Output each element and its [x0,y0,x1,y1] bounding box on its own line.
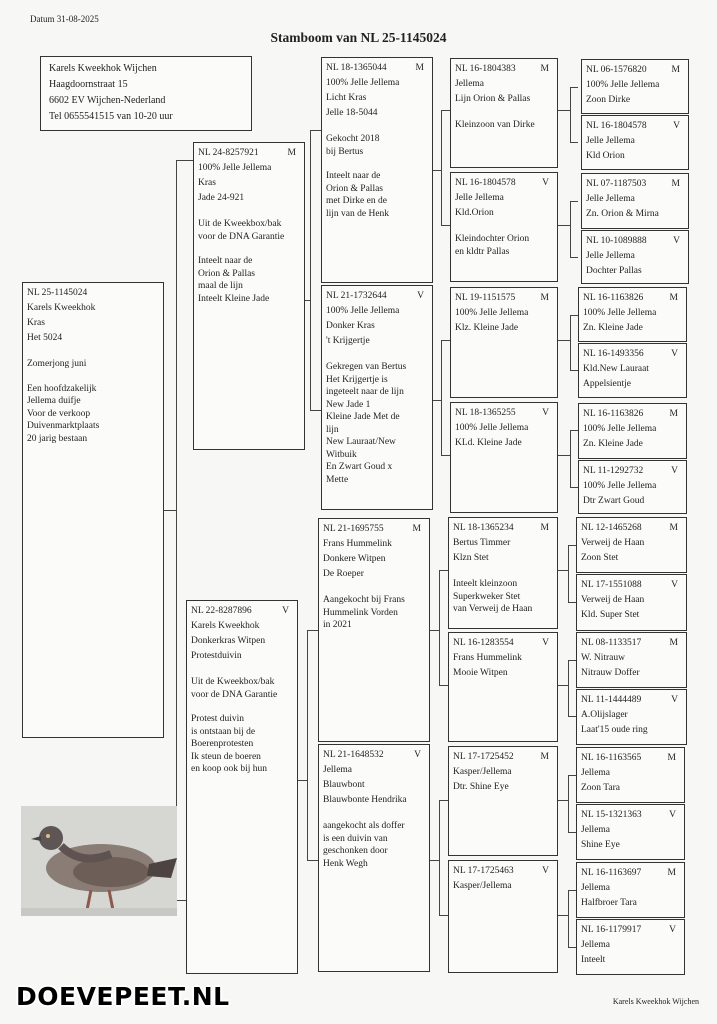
sex-marker: M [669,409,678,419]
ring-number: NL 16-1804578 [455,178,516,188]
sex-marker: V [542,866,549,876]
pigeon-detail: Kras [198,178,216,188]
pigeon-card-fff [450,58,558,168]
connector-line [568,545,576,546]
connector-line [570,315,578,316]
pigeon-header [583,407,682,422]
pigeon-detail: Shine Eye [581,840,620,850]
connector-line [176,160,193,161]
pigeon-card-g3 [581,173,689,229]
pigeon-note: Kleindochter Orion en kldtr Pallas [455,234,530,257]
sex-marker: M [540,523,549,533]
pigeon-header [586,119,684,134]
owner-name: Karels Kweekhok Wijchen [49,63,157,74]
connector-line [568,947,576,948]
pigeon-detail: A.Olijslager [581,710,628,720]
pigeon-note: Gekregen van Bertus Het Krijgertje is ingeteelt naar de lijn New Jade 1 Kleine Jade Met de lijn New Lauraat/New Witbuik En Zwart Goud x Mette [326,362,407,485]
connector-line [433,170,441,171]
pigeon-detail: Klzn Stet [453,553,489,563]
pigeon-detail: 100% Jelle Jellema [326,306,400,316]
pigeon-detail: Protestduivin [191,651,242,661]
sex-marker: V [542,178,549,188]
pigeon-header [326,61,428,76]
pigeon-detail: Appelsientje [583,379,632,389]
connector-line [570,430,571,487]
pigeon-header [453,636,553,651]
connector-line [568,890,576,891]
pigeon-detail: 't Krijgertje [326,336,370,346]
ring-number: NL 19-1151575 [455,293,516,303]
connector-line [568,890,569,947]
ring-number: NL 18-1365255 [455,408,516,418]
pigeon-note: Uit de Kweekbox/bak voor de DNA Garantie [198,219,285,242]
connector-line [570,201,578,202]
pigeon-card-g10 [576,574,687,631]
connector-line [558,685,568,686]
sex-marker: V [671,466,678,476]
pigeon-detail: Licht Kras [326,93,367,103]
sex-marker: M [540,293,549,303]
pigeon-detail: 100% Jelle Jellema [198,163,272,173]
pigeon-detail: Dtr Zwart Goud [583,496,645,506]
pigeon-card-father [193,142,305,450]
pigeon-header [586,234,684,249]
pigeon-card-mfm [448,632,558,742]
connector-line [298,780,307,781]
sex-marker: M [669,638,678,648]
pigeon-detail: Blauwbont [323,780,365,790]
connector-line [439,570,448,571]
pigeon-header [586,63,684,78]
owner-street: Haagdoornstraat 15 [49,79,128,90]
pigeon-detail: Zn. Kleine Jade [583,439,643,449]
pigeon-card-g8 [578,460,687,514]
pigeon-detail: Zoon Tara [581,783,620,793]
pigeon-detail: Kasper/Jellema [453,767,512,777]
sex-marker: M [540,64,549,74]
pigeon-detail: Karels Kweekhok [27,303,96,313]
pigeon-detail: Jellema [323,765,353,775]
pigeon-detail: Mooie Witpen [453,668,508,678]
connector-line [568,775,569,832]
pigeon-header [453,521,553,536]
connector-line [439,800,440,915]
pigeon-detail: Jellema [581,940,611,950]
pigeon-detail: 100% Jelle Jellema [455,308,529,318]
pigeon-detail: W. Nitrauw [581,653,625,663]
pigeon-detail: Donker Kras [326,321,375,331]
connector-line [570,87,578,88]
pigeon-card-g6 [578,343,687,398]
pigeon-header [323,748,425,763]
pigeon-detail: Dtr. Shine Eye [453,782,509,792]
pigeon-detail: Klz. Kleine Jade [455,323,519,333]
pigeon-detail: Nitrauw Doffer [581,668,640,678]
pigeon-detail: Lijn Orion & Pallas [455,94,531,104]
connector-line [558,570,568,571]
pigeon-card-mmm [448,860,558,973]
pigeon-detail: 100% Jelle Jellema [326,78,400,88]
sex-marker: V [417,291,424,301]
sex-marker: M [287,148,296,158]
pigeon-detail: Zn. Orion & Mirna [586,209,659,219]
connector-line [570,257,578,258]
pigeon-header [191,604,293,619]
pigeon-detail: 100% Jelle Jellema [583,308,657,318]
pigeon-card-g2 [581,115,689,170]
pigeon-note: Protest duivin is ontstaan bij de Boerenprotesten Ik steun de boeren en koop ook bij hun [191,714,267,774]
pigeon-detail: Zoon Dirke [586,95,631,105]
connector-line [570,201,571,257]
sex-marker: V [671,580,678,590]
sex-marker: M [669,523,678,533]
pigeon-detail: 100% Jelle Jellema [583,481,657,491]
connector-line [439,570,440,685]
pigeon-note: Aangekocht bij Frans Hummelink Vorden in 2021 [323,595,405,630]
pigeon-detail: Jellema [581,825,611,835]
pigeon-detail: Jelle Jellema [455,193,504,203]
connector-line [307,630,318,631]
pigeon-detail: Dochter Pallas [586,266,642,276]
pigeon-header [326,289,428,304]
connector-line [558,455,570,456]
website-logo: DOEVEPEET.NL [16,982,230,1011]
connector-line [568,545,569,602]
connector-line [310,130,321,131]
ring-number: NL 17-1551088 [581,580,642,590]
pigeon-card-g1 [581,59,689,114]
pigeon-header [455,62,553,77]
pigeon-card-g14 [576,804,685,860]
pigeon-detail: De Roeper [323,569,364,579]
pigeon-card-g13 [576,747,685,803]
sex-marker: M [667,753,676,763]
connector-line [568,775,576,776]
pigeon-header [583,291,682,306]
pigeon-note: Inteelt naar de Orion & Pallas met Dirke en de lijn van de Henk [326,171,390,219]
ring-number: NL 08-1133517 [581,638,642,648]
pigeon-card-g9 [576,517,687,573]
pigeon-detail: Verweij de Haan [581,538,645,548]
ring-number: NL 16-1283554 [453,638,514,648]
pigeon-detail: Frans Hummelink [453,653,522,663]
sex-marker: V [673,121,680,131]
owner-address-box [40,56,252,131]
connector-line [570,370,578,371]
pigeon-header [581,866,680,881]
pigeon-header [583,464,682,479]
pigeon-header [581,578,682,593]
connector-line [305,300,310,301]
connector-line [433,400,441,401]
pigeon-detail: Bertus Timmer [453,538,511,548]
pigeon-detail: Kras [27,318,45,328]
pigeon-header [583,347,682,362]
connector-line [558,340,570,341]
pigeon-header [581,521,682,536]
pigeon-detail: Zoon Stet [581,553,619,563]
connector-line [310,410,321,411]
sex-marker: V [671,349,678,359]
owner-city: 6602 EV Wijchen-Nederland [49,95,166,106]
ring-number: NL 17-1725452 [453,752,514,762]
pigeon-card-g11 [576,632,687,688]
connector-line [568,660,569,716]
connector-line [441,225,450,226]
pigeon-card-fm [321,285,433,510]
pigeon-header [581,693,682,708]
ring-number: NL 18-1365044 [326,63,387,73]
connector-line [568,832,576,833]
pigeon-detail: 100% Jelle Jellema [455,423,529,433]
pigeon-detail: Donkere Witpen [323,554,386,564]
pigeon-detail: Halfbroer Tara [581,898,637,908]
connector-line [441,110,442,225]
pigeon-card-g15 [576,862,685,918]
pigeon-card-ffm [450,172,558,282]
sex-marker: M [671,179,680,189]
pigeon-card-mff [448,517,558,629]
pigeon-photo [21,806,177,916]
pigeon-header [453,750,553,765]
pigeon-header [455,176,553,191]
connector-line [568,660,576,661]
pigeon-card-mother [186,600,298,974]
ring-number: NL 12-1465268 [581,523,642,533]
sex-marker: V [282,606,289,616]
pigeon-card-g7 [578,403,687,459]
print-date: Datum 31-08-2025 [30,14,99,24]
pigeon-detail: Kld. Super Stet [581,610,640,620]
ring-number: NL 16-1163697 [581,868,642,878]
connector-line [558,225,570,226]
connector-line [164,510,176,511]
sex-marker: M [540,752,549,762]
pigeon-note: aangekocht als doffer is een duivin van geschonken door Henk Wegh [323,821,405,869]
pigeon-card-mm [318,744,430,972]
pigeon-header [455,291,553,306]
pigeon-detail: Inteelt [581,955,606,965]
pigeon-detail: KLd. Kleine Jade [455,438,522,448]
connector-line [570,430,578,431]
pigeon-note: Zomerjong juni [27,359,87,369]
sex-marker: V [542,408,549,418]
pigeon-note: Gekocht 2018 bij Bertus [326,134,380,157]
pigeon-detail: Jellema [455,79,485,89]
pigeon-detail: Laat'15 oude ring [581,725,648,735]
pigeon-card-main [22,282,164,738]
sex-marker: M [415,63,424,73]
ring-number: NL 16-1163826 [583,293,644,303]
pigeon-detail: 100% Jelle Jellema [586,80,660,90]
ring-number: NL 16-1163826 [583,409,644,419]
pigeon-detail: Jade 24-921 [198,193,245,203]
pigeon-detail: Donkerkras Witpen [191,636,266,646]
ring-number: NL 07-1187503 [586,179,647,189]
ring-number: NL 16-1804383 [455,64,516,74]
pigeon-header [198,146,300,161]
connector-line [568,602,576,603]
pigeon-detail: Het 5024 [27,333,63,343]
sex-marker: M [412,524,421,534]
pigeon-detail: Kld.New Lauraat [583,364,649,374]
ring-number: NL 15-1321363 [581,810,642,820]
connector-line [430,630,439,631]
ring-number: NL 18-1365234 [453,523,514,533]
pigeon-header [453,864,553,879]
connector-line [176,900,186,901]
connector-line [441,340,450,341]
connector-line [439,685,448,686]
pedigree-title: Stamboom van NL 25-1145024 [270,30,447,45]
sex-marker: V [542,638,549,648]
connector-line [430,860,439,861]
pigeon-header [581,923,680,938]
pigeon-card-g5 [578,287,687,342]
ring-number: NL 22-8287896 [191,606,252,616]
connector-line [307,630,308,860]
ring-number: NL 16-1493356 [583,349,644,359]
pigeon-detail: Blauwbonte Hendrika [323,795,407,805]
sex-marker: V [671,695,678,705]
pigeon-detail: Jelle Jellema [586,194,635,204]
pigeon-detail: Karels Kweekhok [191,621,260,631]
pigeon-card-mf [318,518,430,742]
sex-marker: M [669,293,678,303]
sex-marker: M [671,65,680,75]
pigeon-header [323,522,425,537]
pigeon-note: Inteelt kleinzoon Superkweker Stet van Verweij de Haan [453,579,533,614]
pigeon-header [455,406,553,421]
ring-number: NL 11-1444489 [581,695,642,705]
connector-line [570,142,578,143]
pigeon-header [586,177,684,192]
ring-number: NL 21-1695755 [323,524,384,534]
sex-marker: V [669,810,676,820]
connector-line [441,340,442,455]
pigeon-card-fmm [450,402,558,513]
connector-line [176,160,177,900]
ring-number: NL 10-1089888 [586,236,647,246]
connector-line [439,915,448,916]
pigeon-detail: Zn. Kleine Jade [583,323,643,333]
pigeon-detail: Frans Hummelink [323,539,392,549]
footer-owner: Karels Kweekhok Wijchen [612,997,699,1006]
sex-marker: V [673,236,680,246]
pigeon-detail: Jellema [581,768,611,778]
connector-line [441,110,450,111]
pigeon-card-mmf [448,746,558,856]
connector-line [558,110,570,111]
ring-number: NL 11-1292732 [583,466,644,476]
pigeon-header [581,751,680,766]
pigeon-note: Een hoofdzakelijk Jellema duifje Voor de verkoop Duivenmarktplaats 20 jarig bestaan [27,383,100,444]
pigeon-detail: Kld Orion [586,151,625,161]
pigeon-detail: 100% Jelle Jellema [583,424,657,434]
pigeon-header [581,808,680,823]
pigeon-card-g4 [581,230,689,284]
ring-number: NL 16-1179917 [581,925,642,935]
pigeon-header [581,636,682,651]
connector-line [310,130,311,410]
ring-number: NL 21-1648532 [323,750,384,760]
pigeon-detail: Verweij de Haan [581,595,645,605]
ring-number: NL 06-1576820 [586,65,647,75]
connector-line [441,455,450,456]
connector-line [439,800,448,801]
pigeon-note: Inteelt naar de Orion & Pallas maal de lijn Inteelt Kleine Jade [198,256,270,304]
ring-number: NL 16-1163565 [581,753,642,763]
pigeon-detail: Jellema [581,883,611,893]
connector-line [558,800,568,801]
connector-line [570,87,571,142]
ring-number: NL 24-8257921 [198,148,259,158]
connector-line [307,860,318,861]
pigeon-detail: Jelle Jellema [586,136,635,146]
ring-number: NL 25-1145024 [27,288,88,298]
connector-line [558,915,568,916]
pigeon-card-g16 [576,919,685,975]
ring-number: NL 21-1732644 [326,291,387,301]
sex-marker: V [669,925,676,935]
connector-line [570,487,578,488]
pigeon-detail: Jelle 18-5044 [326,108,378,118]
pigeon-card-g12 [576,689,687,745]
pigeon-note: Kleinzoon van Dirke [455,120,535,130]
pigeon-detail: Kasper/Jellema [453,881,512,891]
ring-number: NL 17-1725463 [453,866,514,876]
connector-line [570,315,571,370]
pigeon-card-fmf [450,287,558,398]
pigeon-header [27,286,159,301]
owner-phone: Tel 0655541515 van 10-20 uur [49,111,173,122]
ring-number: NL 16-1804578 [586,121,647,131]
sex-marker: M [667,868,676,878]
pigeon-detail: Jelle Jellema [586,251,635,261]
pigeon-note: Uit de Kweekbox/bak voor de DNA Garantie [191,677,278,700]
pigeon-card-ff [321,57,433,283]
sex-marker: V [414,750,421,760]
connector-line [568,716,576,717]
pigeon-detail: Kld.Orion [455,208,494,218]
